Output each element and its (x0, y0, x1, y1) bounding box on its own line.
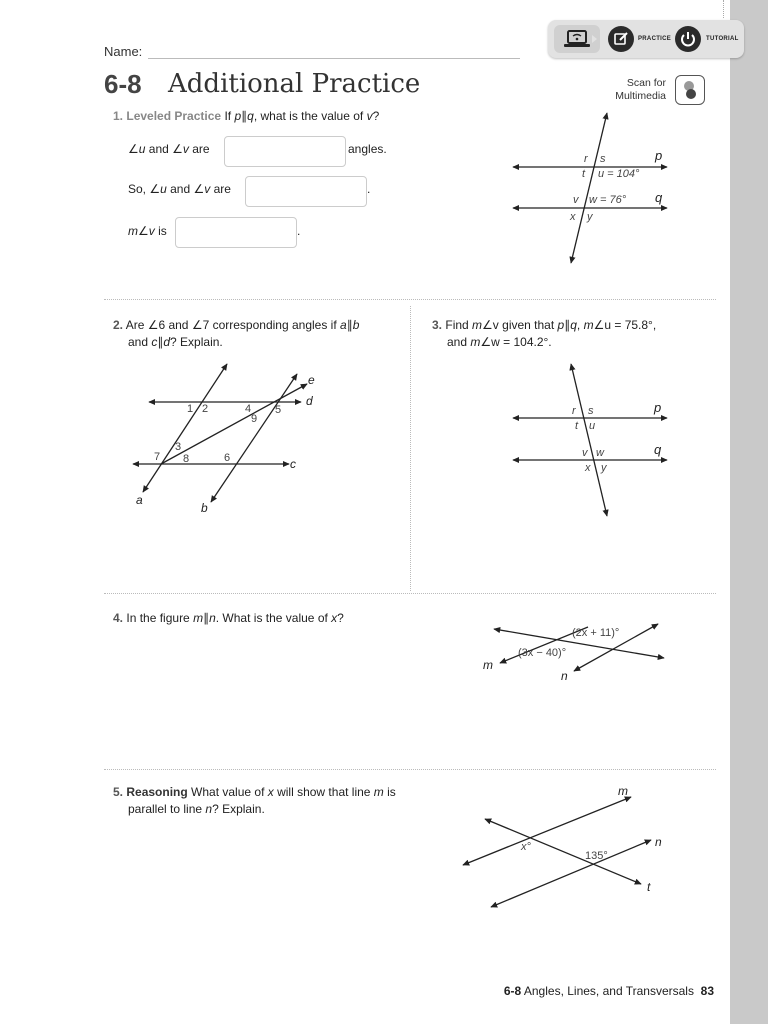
q3-ang-w: ∠w (480, 335, 500, 349)
q5-text-c: is (383, 785, 396, 799)
footer-title: Angles, Lines, and Transversals (523, 984, 694, 998)
q1-l1-and: and ∠ (145, 142, 183, 156)
margin-marker (723, 0, 724, 18)
q3-label-t: t (575, 420, 579, 432)
q5-figure (455, 780, 675, 915)
q3-ang-v: ∠v (482, 318, 499, 332)
q1-label-r: r (584, 153, 588, 165)
name-label: Name: (104, 44, 143, 59)
divider-1 (104, 299, 716, 300)
q2-label-4: 4 (245, 403, 252, 415)
q1-l2-so: So, ∠ (128, 182, 161, 196)
q3-m1: m (472, 318, 483, 332)
q2-line-a (143, 364, 227, 492)
q1-text: If (224, 109, 235, 123)
q1-l2-u: u (160, 182, 167, 196)
q2-label-b: b (201, 501, 208, 515)
q2-text-c: ? Explain. (170, 335, 223, 349)
q2-label-5: 5 (275, 404, 282, 416)
q3-m3: m (470, 335, 481, 349)
q2-var-a: a (340, 318, 347, 332)
q2-label-7: 7 (154, 451, 161, 463)
q1-var-p: p (234, 109, 242, 123)
scan-line-1: Scan for (626, 77, 666, 89)
q1-label-u: u = 104° (598, 168, 640, 180)
q2-label-9: 9 (251, 413, 258, 425)
q1-l3-is: is (154, 224, 167, 238)
digital-device-button[interactable] (554, 25, 600, 53)
q3-prompt (432, 317, 722, 351)
page-number: 83 (700, 984, 714, 998)
q1-line2 (128, 181, 231, 198)
q1-prompt (113, 108, 379, 125)
q1-tag: Leveled Practice (126, 109, 222, 123)
q3-m2: m (583, 318, 594, 332)
q1-parallel: ∥ (241, 109, 248, 123)
q1-l3-m: m (128, 224, 138, 238)
q1-line1 (128, 141, 210, 158)
q2-label-c: c (290, 457, 296, 471)
q3-var-p: p (557, 318, 565, 332)
scan-for-multimedia (596, 77, 666, 103)
divider-2 (104, 593, 716, 594)
q3-label-u: u (589, 420, 596, 432)
q2-par-2: ∥ (157, 335, 164, 349)
q5-number: 5. (113, 785, 124, 799)
q4-var-m: m (193, 611, 204, 625)
divider-3 (104, 769, 716, 770)
q3-line2 (432, 334, 722, 351)
q1-var-v: v (366, 109, 373, 123)
q2-line-b (211, 374, 297, 502)
scan-qr-icon[interactable] (675, 75, 705, 105)
q1-l2-and: and ∠ (166, 182, 205, 196)
divider-vertical (410, 306, 411, 591)
q1-var-q: q (247, 109, 254, 123)
q1-transversal (571, 113, 607, 263)
q1-label-y: y (587, 211, 593, 223)
q4-figure (478, 615, 678, 690)
q1-label-w: w = 76° (589, 194, 627, 206)
q2-lines-figure (125, 360, 325, 520)
q5-text-b: will show that line (273, 785, 374, 799)
q4-angle-2: (3x − 40)° (518, 647, 567, 659)
page-footer (470, 984, 714, 998)
q1-l1-are: are (188, 142, 210, 156)
q2-label-8: 8 (183, 453, 190, 465)
lesson-number: 6-8 (104, 69, 142, 99)
media-toolbar (548, 20, 744, 58)
q2-line-e (161, 384, 307, 464)
q1-line3 (128, 223, 167, 240)
q2-var-c: c (151, 335, 158, 349)
q3-label-y: y (601, 462, 607, 474)
q4-text-c: ? (337, 611, 344, 625)
q3-text-b: given that (498, 318, 558, 332)
page-title: Additional Practice (168, 69, 421, 99)
q4-var-n: n (209, 611, 216, 625)
q3-var-q: q (570, 318, 577, 332)
q4-prompt (113, 610, 344, 627)
q5-prompt (113, 784, 453, 818)
practice-label[interactable]: PRACTICE (638, 36, 672, 42)
q5-angle-135: 135° (585, 850, 608, 862)
q2-label-e: e (308, 373, 315, 387)
q1-number: 1. (113, 109, 124, 123)
q1-l2-v: v (204, 182, 211, 196)
q3-label-s: s (588, 405, 594, 417)
q3-label-x: x (585, 462, 591, 474)
q2-label-1: 1 (187, 403, 194, 415)
q1-label-t: t (582, 168, 586, 180)
q2-var-b: b (352, 318, 360, 332)
practice-icon[interactable] (608, 26, 634, 52)
q3-text-a: Find (445, 318, 473, 332)
q2-label-2: 2 (202, 403, 209, 415)
q5-angle-x: x° (521, 841, 531, 853)
q1-l3-post: . (297, 224, 301, 238)
scan-line-2: Multimedia (615, 90, 666, 102)
q5-var-m: m (373, 785, 384, 799)
q3-text-c: , (576, 318, 584, 332)
q1-answer-box-1[interactable] (224, 136, 346, 167)
q2-prompt (113, 317, 403, 351)
q5-text-a: What value of (187, 785, 268, 799)
q1-l2-post: . (367, 182, 371, 196)
q2-text-b: and (128, 335, 152, 349)
q4-text-b: . What is the value of (215, 611, 332, 625)
q4-par: ∥ (203, 611, 210, 625)
q5-var-x: x (267, 785, 274, 799)
q3-label-q: q (654, 442, 662, 457)
q4-angle-1: (2x + 11)° (572, 627, 620, 639)
q4-var-x: x (331, 611, 338, 625)
q1-label-x: x (570, 211, 576, 223)
q2-number: 2. (113, 318, 124, 332)
q5-text-d: parallel to line (128, 802, 206, 816)
q1-l1-angle: ∠ (128, 142, 139, 156)
q1-l1-post: angles. (348, 142, 387, 156)
q1-l3-v: v (148, 224, 155, 238)
q4-number: 4. (113, 611, 124, 625)
tutorial-label[interactable]: TUTORIAL (706, 36, 739, 42)
q3-number: 3. (432, 318, 443, 332)
q2-line2 (113, 334, 403, 351)
q3-label-v: v (582, 447, 588, 459)
q5-line2 (113, 801, 453, 818)
q5-text-e: ? Explain. (212, 802, 265, 816)
q1-l2-are: are (210, 182, 231, 196)
q3-parallel-lines-figure (505, 360, 675, 520)
q2-label-6: 6 (224, 452, 231, 464)
q4-label-n: n (561, 669, 568, 683)
q2-label-d: d (306, 394, 313, 408)
q1-l1-v: v (182, 142, 189, 156)
q1-label-s: s (600, 153, 606, 165)
q1-label-p: p (655, 148, 663, 163)
q2-text-a: Are ∠6 and ∠7 corresponding angles if (125, 318, 340, 332)
q1-answer-box-3[interactable] (175, 217, 297, 248)
q5-label-n: n (655, 835, 662, 849)
q1-label-q: q (655, 190, 663, 205)
q5-label-m: m (618, 784, 628, 798)
q5-tag: Reasoning (126, 785, 188, 799)
q5-line-n (491, 840, 651, 907)
q1-l1-u: u (138, 142, 146, 156)
q3-transversal (571, 364, 607, 516)
q1-l3-angle: ∠ (138, 224, 149, 238)
laptop-wifi-icon (554, 25, 600, 53)
q4-text-a: In the figure (126, 611, 194, 625)
q3-label-w: w (596, 447, 604, 459)
q2-label-a: a (136, 493, 143, 507)
q3-par: ∥ (564, 318, 571, 332)
q1-parallel-lines-figure (505, 108, 675, 268)
q1-label-v: v (573, 194, 579, 206)
q3-text-e: and (447, 335, 471, 349)
q3-ang-u: ∠u (593, 318, 612, 332)
name-field[interactable] (148, 58, 520, 59)
footer-lesson: 6-8 (503, 984, 522, 998)
q2-par-1: ∥ (346, 318, 353, 332)
q3-text-d: = 75.8°, (611, 318, 657, 332)
q1-text-b: , what is the value of (253, 109, 367, 123)
q3-text-f: = 104.2°. (499, 335, 552, 349)
q2-var-d: d (163, 335, 171, 349)
q5-label-t: t (647, 880, 651, 894)
q5-var-n: n (205, 802, 213, 816)
q5-transversal-t (485, 819, 641, 884)
q3-label-p: p (654, 400, 662, 415)
tutorial-icon[interactable] (675, 26, 701, 52)
q3-label-r: r (572, 405, 576, 417)
q1-text-end: ? (372, 109, 380, 123)
q2-label-3: 3 (175, 441, 182, 453)
q4-label-m: m (483, 658, 493, 672)
page-edge (730, 0, 768, 1024)
q1-answer-box-2[interactable] (245, 176, 367, 207)
